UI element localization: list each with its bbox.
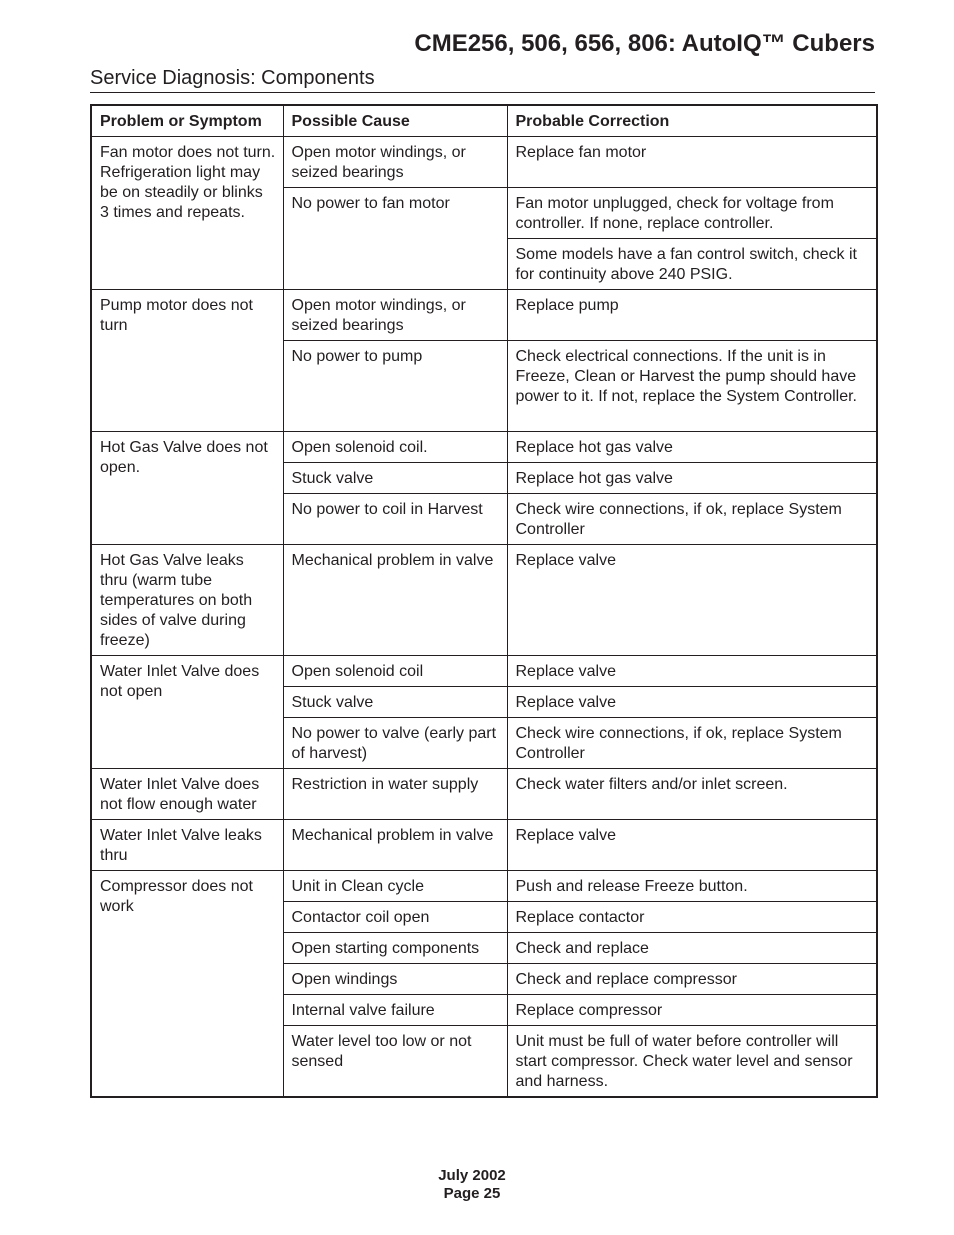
symptom-cell: Fan motor does not turn. Refrigeration light may be on steadily or blinks 3 times and repeats. [91, 137, 283, 290]
cause-cell: Open motor windings, or seized bearings [283, 137, 507, 188]
table-body [91, 137, 877, 1098]
correction-cell: Check electrical connections. If the unit is in Freeze, Clean or Harvest the pump should have power to it. If not, replace the System Controller. [507, 341, 877, 432]
cause-cell: Stuck valve [283, 463, 507, 494]
correction-cell: Replace hot gas valve [507, 463, 877, 494]
cause-cell: No power to coil in Harvest [283, 494, 507, 545]
cause-cell: Contactor coil open [283, 902, 507, 933]
table-row [91, 871, 877, 902]
correction-cell: Check wire connections, if ok, replace System Controller [507, 718, 877, 769]
section-title: Service Diagnosis: Components [90, 67, 375, 89]
cause-cell: Mechanical problem in valve [283, 545, 507, 656]
table-row [91, 432, 877, 463]
symptom-cell: Water Inlet Valve does not open [91, 656, 283, 769]
correction-cell: Check and replace compressor [507, 964, 877, 995]
correction-cell: Replace valve [507, 545, 877, 656]
correction-cell: Replace valve [507, 687, 877, 718]
document-title: CME256, 506, 656, 806: AutoIQ™ Cubers [414, 30, 875, 57]
column-header-symptom: Problem or Symptom [91, 105, 283, 137]
symptom-cell: Hot Gas Valve leaks thru (warm tube temperatures on both sides of valve during freeze) [91, 545, 283, 656]
correction-cell: Replace pump [507, 290, 877, 341]
correction-cell: Check and replace [507, 933, 877, 964]
correction-cell: Replace fan motor [507, 137, 877, 188]
footer-page-number: Page 25 [443, 1185, 501, 1202]
table-row [91, 137, 877, 188]
cause-cell: Open solenoid coil. [283, 432, 507, 463]
correction-cell: Fan motor unplugged, check for voltage from controller. If none, replace controller. [507, 188, 877, 239]
cause-cell: Open windings [283, 964, 507, 995]
cause-cell: Stuck valve [283, 687, 507, 718]
correction-cell: Push and release Freeze button. [507, 871, 877, 902]
correction-cell: Replace hot gas valve [507, 432, 877, 463]
symptom-cell: Water Inlet Valve does not flow enough water [91, 769, 283, 820]
correction-cell: Replace compressor [507, 995, 877, 1026]
symptom-cell: Hot Gas Valve does not open. [91, 432, 283, 545]
cause-cell: Mechanical problem in valve [283, 820, 507, 871]
cause-cell: Open solenoid coil [283, 656, 507, 687]
table-row [91, 820, 877, 871]
table-row [91, 769, 877, 820]
symptom-cell: Water Inlet Valve leaks thru [91, 820, 283, 871]
column-header-correction: Probable Correction [507, 105, 877, 137]
correction-cell: Replace valve [507, 820, 877, 871]
page-footer [0, 1167, 944, 1203]
cause-cell: No power to valve (early part of harvest) [283, 718, 507, 769]
table-row [91, 290, 877, 341]
correction-cell: Check wire connections, if ok, replace System Controller [507, 494, 877, 545]
cause-cell: Open starting components [283, 933, 507, 964]
table-header-row [91, 105, 877, 137]
title-divider [90, 92, 875, 93]
correction-cell: Unit must be full of water before controller will start compressor. Check water level and sensor and harness. [507, 1026, 877, 1098]
footer-date: July 2002 [438, 1167, 506, 1184]
table-row [91, 656, 877, 687]
symptom-cell: Pump motor does not turn [91, 290, 283, 432]
cause-cell: No power to fan motor [283, 188, 507, 290]
correction-cell: Check water filters and/or inlet screen. [507, 769, 877, 820]
cause-cell: Open motor windings, or seized bearings [283, 290, 507, 341]
table-row [91, 545, 877, 656]
symptom-cell: Compressor does not work [91, 871, 283, 1098]
cause-cell: Internal valve failure [283, 995, 507, 1026]
correction-cell: Some models have a fan control switch, check it for continuity above 240 PSIG. [507, 239, 877, 290]
cause-cell: Water level too low or not sensed [283, 1026, 507, 1098]
correction-cell: Replace valve [507, 656, 877, 687]
cause-cell: No power to pump [283, 341, 507, 432]
correction-cell: Replace contactor [507, 902, 877, 933]
column-header-cause: Possible Cause [283, 105, 507, 137]
cause-cell: Unit in Clean cycle [283, 871, 507, 902]
cause-cell: Restriction in water supply [283, 769, 507, 820]
diagnosis-table [90, 104, 878, 1098]
